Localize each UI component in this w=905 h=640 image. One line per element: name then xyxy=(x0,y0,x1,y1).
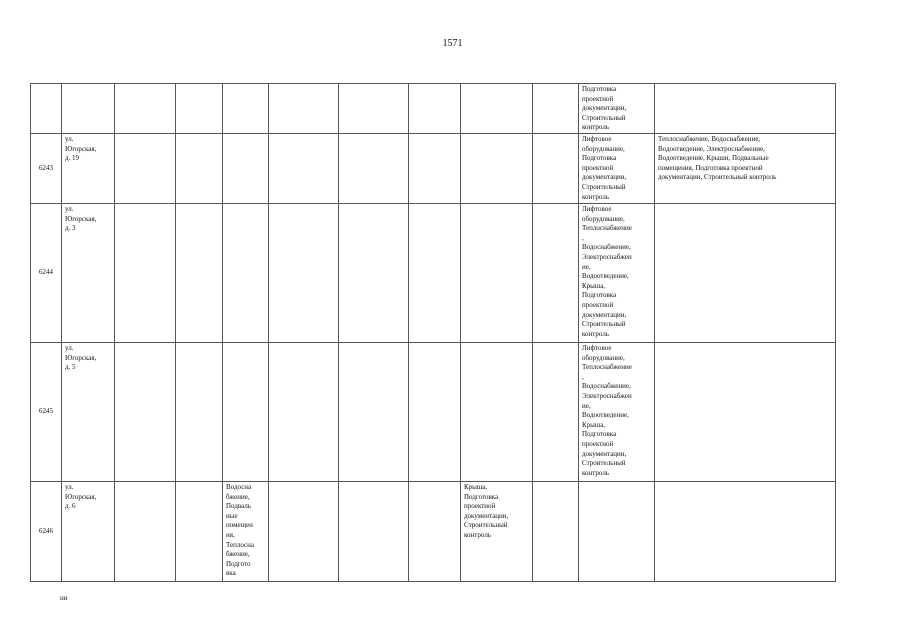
work-types-cell: Лифтовое оборудование, Теплоснабжение , Водоснабжение, Электроснабжен ие, Водоотведение, Крыша, Подготовка проектной документации, Строительный контроль xyxy=(579,343,655,482)
work-types-cell xyxy=(579,482,655,582)
work-summary-cell xyxy=(655,204,836,343)
address-cell: ул. Югорская, д. 19 xyxy=(62,134,115,204)
address-cell xyxy=(62,84,115,134)
address-cell: ул. Югорская, д. 3 xyxy=(62,204,115,343)
address-cell: ул. Югорская, д. 6 xyxy=(62,482,115,582)
row-number: 6245 xyxy=(31,343,62,482)
data-table xyxy=(30,83,836,582)
page-number: 1571 xyxy=(442,38,463,49)
table-row xyxy=(31,343,836,482)
table-row xyxy=(31,204,836,343)
work-summary-cell xyxy=(655,84,836,134)
table-row xyxy=(31,84,836,134)
work-summary-cell xyxy=(655,482,836,582)
row-number: 6243 xyxy=(31,134,62,204)
work-types-cell: Подготовка проектной документации, Строительный контроль xyxy=(579,84,655,134)
table-row: 6246 ул. Югорская, д. 6 Водосна бжение, Подваль ные помещен ия, Теплосна бжение, Подгото вка Крыша, Подготовка проектной документации, Строительный контроль xyxy=(31,482,836,582)
table-row xyxy=(31,134,836,204)
work-types-cell: Лифтовое оборудование, Теплоснабжение , Водоснабжение, Электроснабжен ие, Водоотведение, Крыша, Подготовка проектной документации, Строительный контроль xyxy=(579,204,655,343)
work-summary-cell: Теплоснабжение, Водоснабжение, Водоотведение, Электроснабжение, Водоотведение, Крыши, Подвальные помещения, Подготовка проектной документации, Строительный контроль xyxy=(655,134,836,204)
work-summary-cell xyxy=(655,343,836,482)
work-types-cell: Лифтовое оборудование, Подготовка проектной документации, Строительный контроль xyxy=(579,134,655,204)
row-number: 6244 xyxy=(31,204,62,343)
row-number: 6246 xyxy=(31,482,62,582)
row-number xyxy=(31,84,62,134)
footer-note: ни xyxy=(60,594,68,602)
address-cell: ул. Югорская, д. 5 xyxy=(62,343,115,482)
